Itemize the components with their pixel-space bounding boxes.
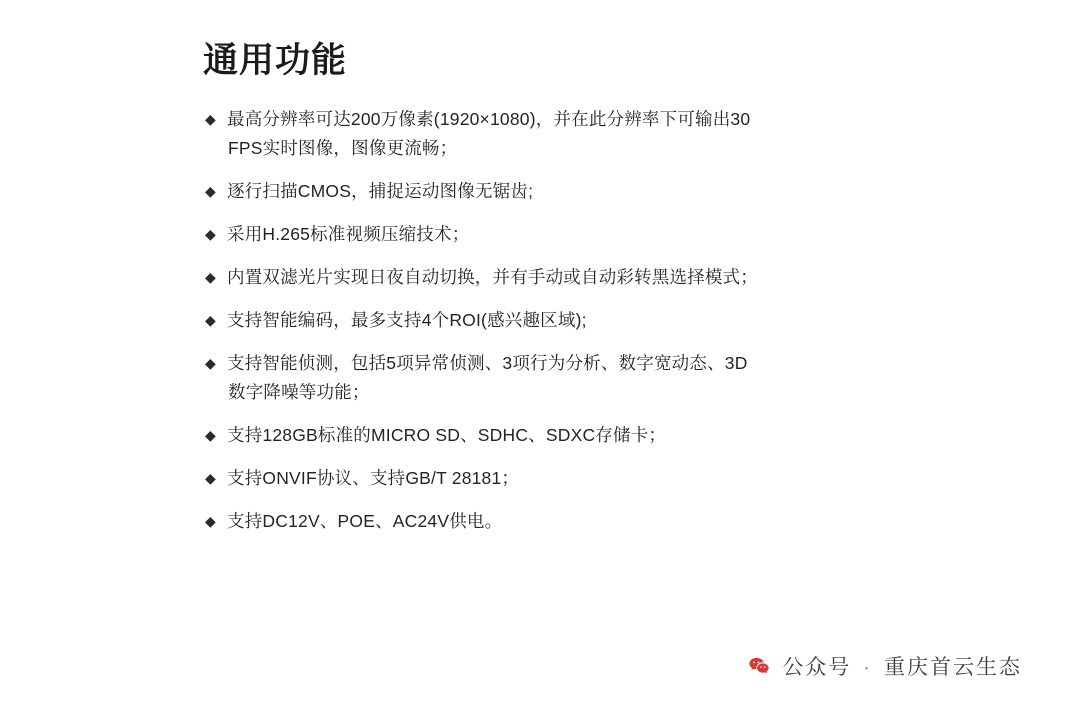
diamond-bullet-icon: ◆ xyxy=(205,226,216,242)
list-item-line: FPS实时图像，图像更流畅； xyxy=(228,138,458,158)
diamond-bullet-icon: ◆ xyxy=(205,355,216,371)
list-item xyxy=(205,105,905,163)
wechat-icon xyxy=(748,655,770,677)
diamond-bullet-icon: ◆ xyxy=(205,312,216,328)
diamond-bullet-icon: ◆ xyxy=(205,269,216,285)
diamond-bullet-icon: ◆ xyxy=(205,470,216,486)
list-item xyxy=(205,507,905,536)
list-item xyxy=(205,349,905,407)
list-item-line: 采用H.265标准视频压缩技术； xyxy=(227,224,470,244)
list-item xyxy=(205,220,905,249)
diamond-bullet-icon: ◆ xyxy=(205,111,216,127)
list-item-line: 支持智能编码，最多支持4个ROI(感兴趣区域); xyxy=(227,310,587,330)
page-title: 通用功能 xyxy=(203,41,348,80)
list-item-text xyxy=(227,306,905,335)
list-item-text xyxy=(227,263,905,292)
list-item-line: 数字降噪等功能； xyxy=(228,382,370,402)
watermark-suffix: 重庆首云生态 xyxy=(884,656,1022,679)
diamond-bullet-icon: ◆ xyxy=(205,183,216,199)
list-item-text xyxy=(227,421,905,450)
diamond-bullet-icon: ◆ xyxy=(205,513,216,529)
watermark-text xyxy=(782,651,1022,681)
list-item xyxy=(205,263,905,292)
list-item-text xyxy=(227,349,905,407)
list-item-line: 支持DC12V、POE、AC24V供电。 xyxy=(227,511,503,531)
list-item-line: 支持ONVIF协议、支持GB/T 28181； xyxy=(227,468,520,488)
list-item-line: 内置双滤光片实现日夜自动切换，并有手动或自动彩转黑选择模式； xyxy=(227,267,758,287)
list-item-text xyxy=(227,105,905,163)
list-item-line: 最高分辨率可达200万像素(1920×1080)，并在此分辨率下可输出30 xyxy=(227,109,751,129)
list-item xyxy=(205,464,905,493)
list-item-line: 支持128GB标准的MICRO SD、SDHC、SDXC存储卡； xyxy=(227,425,667,445)
list-item-text xyxy=(227,177,905,206)
footer-watermark xyxy=(0,651,1080,681)
watermark-prefix: 公众号 xyxy=(782,656,852,679)
list-item xyxy=(205,306,905,335)
feature-list xyxy=(205,105,905,550)
list-item-line: 逐行扫描CMOS，捕捉运动图像无锯齿; xyxy=(227,181,534,201)
list-item-text xyxy=(227,464,905,493)
list-item xyxy=(205,421,905,450)
list-item-text xyxy=(227,507,905,536)
watermark-separator: · xyxy=(863,656,873,679)
list-item-line: 支持智能侦测，包括5项异常侦测、3项行为分析、数字宽动态、3D xyxy=(227,353,748,373)
diamond-bullet-icon: ◆ xyxy=(205,427,216,443)
list-item xyxy=(205,177,905,206)
list-item-text xyxy=(227,220,905,249)
